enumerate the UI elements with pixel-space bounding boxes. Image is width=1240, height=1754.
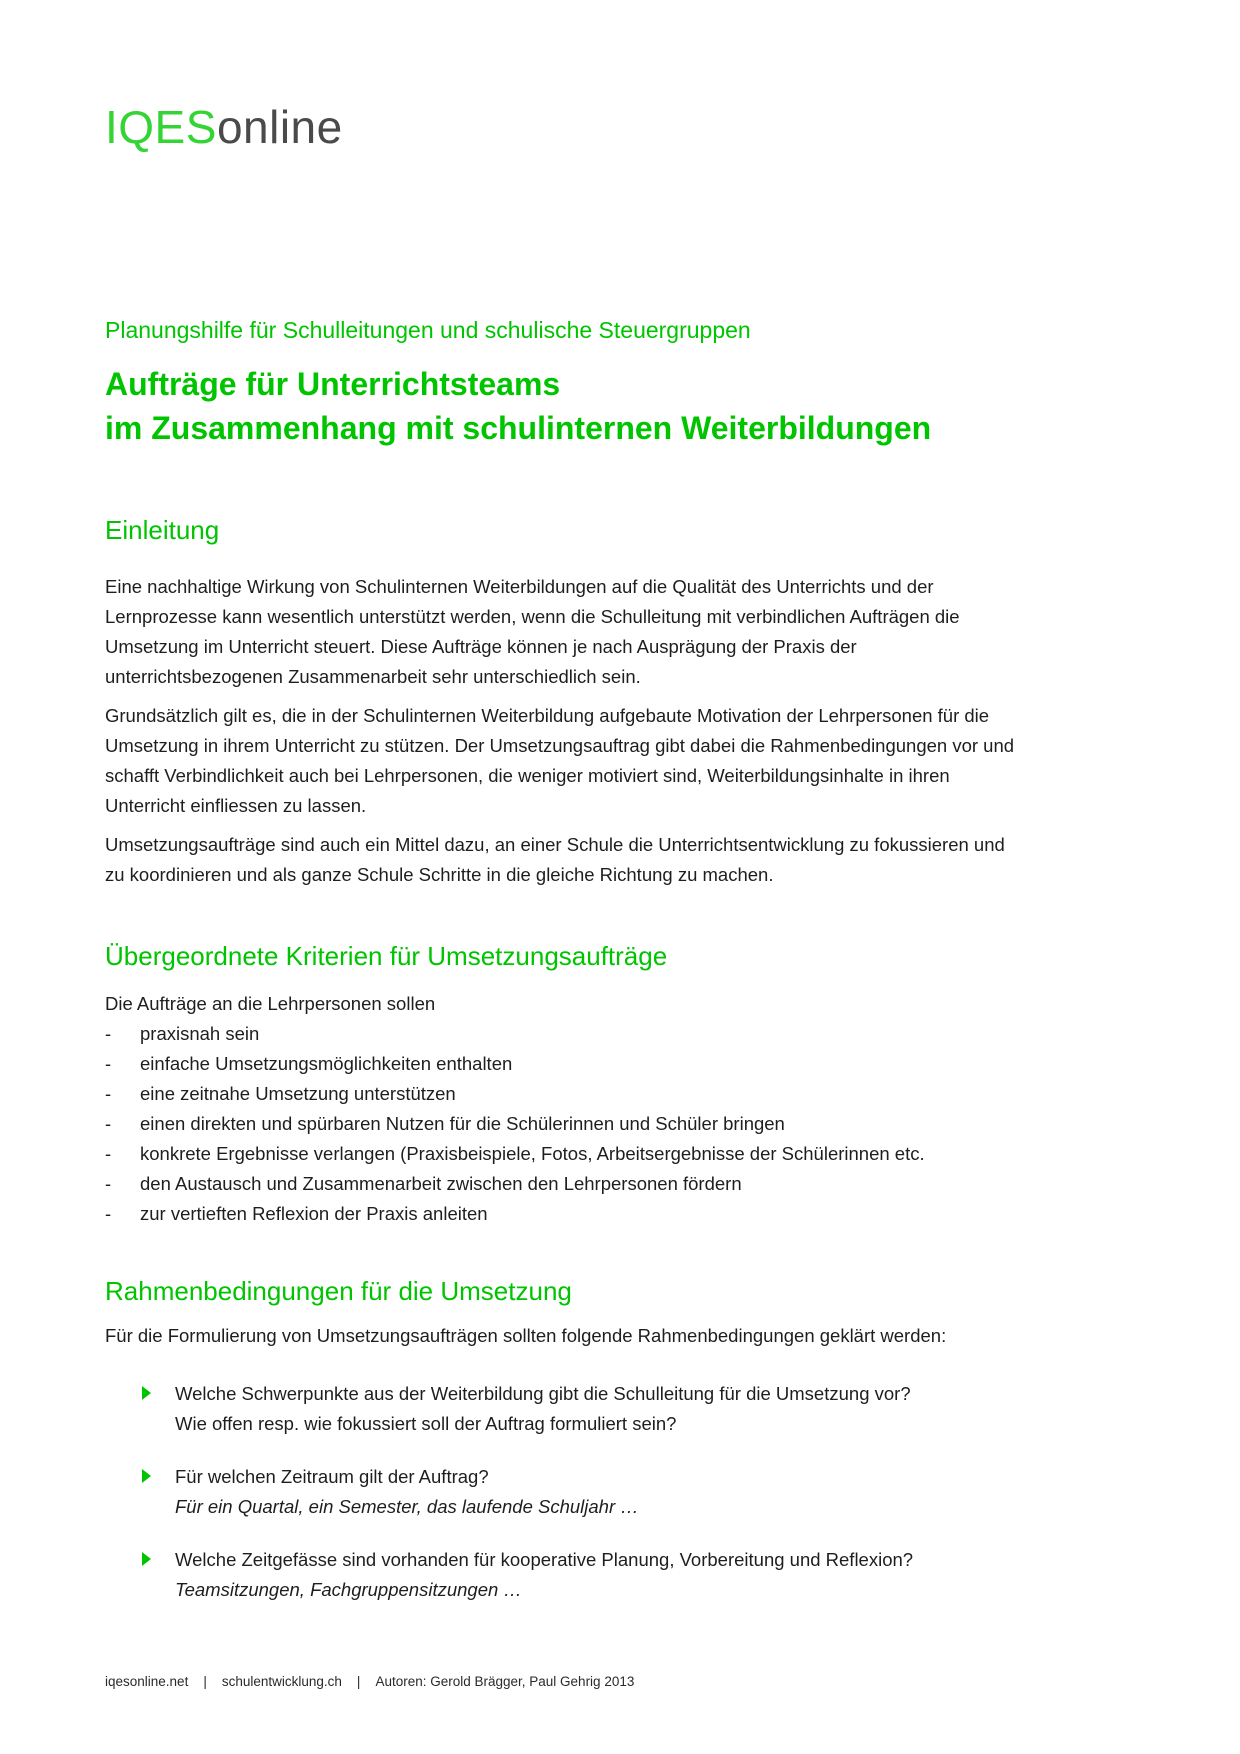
list-item-text: den Austausch und Zusammenarbeit zwischen den Lehrpersonen fördern [140, 1173, 742, 1194]
paragraph: Grundsätzlich gilt es, die in der Schulinternen Weiterbildung aufgebaute Motivation der Lehrpersonen für die Umsetzung in ihrem Unterricht zu stützen. Der Umsetzungsauftrag gibt dabei die Rahmenbedingungen vor und schafft Verbindlichkeit auch bei Lehrpersonen, die weniger motiviert sind, Weiterbildungsinhalte in ihren Unterricht einfliessen zu lassen. [105, 705, 1015, 816]
dash-bullet: - [105, 1023, 112, 1044]
kriterien-intro: Die Aufträge an die Lehrpersonen sollen [105, 993, 436, 1014]
section-heading-kriterien: Übergeordnete Kriterien für Umsetzungsaufträge [105, 941, 668, 971]
page-footer [105, 1673, 634, 1690]
logo-online-text: online [216, 101, 343, 153]
footer-authors: Autoren: Gerold Brägger, Paul Gehrig 2013 [375, 1674, 635, 1689]
list-item [105, 1199, 1020, 1229]
list-item-text [175, 1379, 1020, 1439]
einleitung-body [105, 572, 1020, 890]
rahmenbedingungen-body [105, 1321, 1020, 1605]
dash-bullet: - [105, 1173, 112, 1194]
kriterien-list [105, 1019, 1020, 1229]
list-item-text: einfache Umsetzungsmöglichkeiten enthalten [140, 1053, 513, 1074]
list-item-text [175, 1545, 1020, 1605]
detail-line: Für ein Quartal, ein Semester, das laufende Schuljahr … [175, 1496, 639, 1517]
list-item-text [175, 1462, 1020, 1522]
list-item-text: praxisnah sein [140, 1023, 260, 1044]
list-item [105, 1079, 1020, 1109]
logo-iqes-text: IQES [105, 101, 217, 153]
list-item [105, 1049, 1020, 1079]
list-item [105, 1019, 1020, 1049]
question-line: Für welchen Zeitraum gilt der Auftrag? [175, 1466, 489, 1487]
dash-bullet: - [105, 1203, 112, 1224]
dash-bullet: - [105, 1143, 112, 1164]
document-kicker: Planungshilfe für Schulleitungen und schulische Steuergruppen [105, 317, 751, 343]
arrow-bullet-icon [142, 1545, 175, 1566]
section-heading-rahmenbedingungen: Rahmenbedingungen für die Umsetzung [105, 1276, 572, 1306]
iqes-online-logo [105, 101, 1020, 153]
page-title-line1: Aufträge für Unterrichtsteams [105, 366, 561, 402]
question-line: Welche Schwerpunkte aus der Weiterbildung gibt die Schulleitung für die Umsetzung vor? [175, 1383, 911, 1404]
list-item-text: konkrete Ergebnisse verlangen (Praxisbeispiele, Fotos, Arbeitsergebnisse der Schülerinnen etc. [140, 1143, 925, 1164]
footer-separator: | [203, 1674, 207, 1689]
list-item-text: eine zeitnahe Umsetzung unterstützen [140, 1083, 456, 1104]
footer-site-schulentwicklung: schulentwicklung.ch [221, 1674, 342, 1689]
dash-bullet: - [105, 1053, 112, 1074]
list-item [105, 1545, 1020, 1605]
rahmenbedingungen-intro: Für die Formulierung von Umsetzungsaufträgen sollten folgende Rahmenbedingungen geklärt werden: [105, 1325, 947, 1346]
question-line: Welche Zeitgefässe sind vorhanden für kooperative Planung, Vorbereitung und Reflexion? [175, 1549, 914, 1570]
rahmenbedingungen-list [105, 1379, 1020, 1605]
footer-site-iqesonline: iqesonline.net [105, 1674, 189, 1689]
footer-separator: | [356, 1674, 361, 1689]
dash-bullet: - [105, 1113, 112, 1134]
section-heading-einleitung: Einleitung [105, 515, 220, 545]
list-item-text: einen direkten und spürbaren Nutzen für die Schülerinnen und Schüler bringen [140, 1113, 785, 1134]
arrow-bullet-icon [142, 1379, 175, 1400]
detail-line: Wie offen resp. wie fokussiert soll der Auftrag formuliert sein? [175, 1413, 677, 1434]
detail-line: Teamsitzungen, Fachgruppensitzungen … [175, 1579, 522, 1600]
dash-bullet: - [105, 1083, 112, 1104]
list-item [105, 1109, 1020, 1139]
list-item [105, 1462, 1020, 1522]
list-item [105, 1139, 1020, 1169]
page-title-line2: im Zusammenhang mit schulinternen Weiterbildungen [105, 410, 932, 446]
list-item-text: zur vertieften Reflexion der Praxis anleiten [140, 1203, 488, 1224]
arrow-bullet-icon [142, 1462, 175, 1483]
kriterien-body [105, 989, 1020, 1229]
list-item [105, 1379, 1020, 1439]
page-title [105, 362, 1020, 450]
list-item [105, 1169, 1020, 1199]
paragraph: Eine nachhaltige Wirkung von Schulinternen Weiterbildungen auf die Qualität des Unterrichts und der Lernprozesse kann wesentlich unterstützt werden, wenn die Schulleitung mit verbindlichen Aufträgen die Umsetzung im Unterricht steuert. Diese Aufträge können je nach Ausprägung der Praxis der unterrichtsbezogenen Zusammenarbeit sehr unterschiedlich sein. [105, 576, 960, 687]
paragraph: Umsetzungsaufträge sind auch ein Mittel dazu, an einer Schule die Unterrichtsentwicklung zu fokussieren und zu koordinieren und als ganze Schule Schritte in die gleiche Richtung zu machen. [105, 834, 1005, 885]
